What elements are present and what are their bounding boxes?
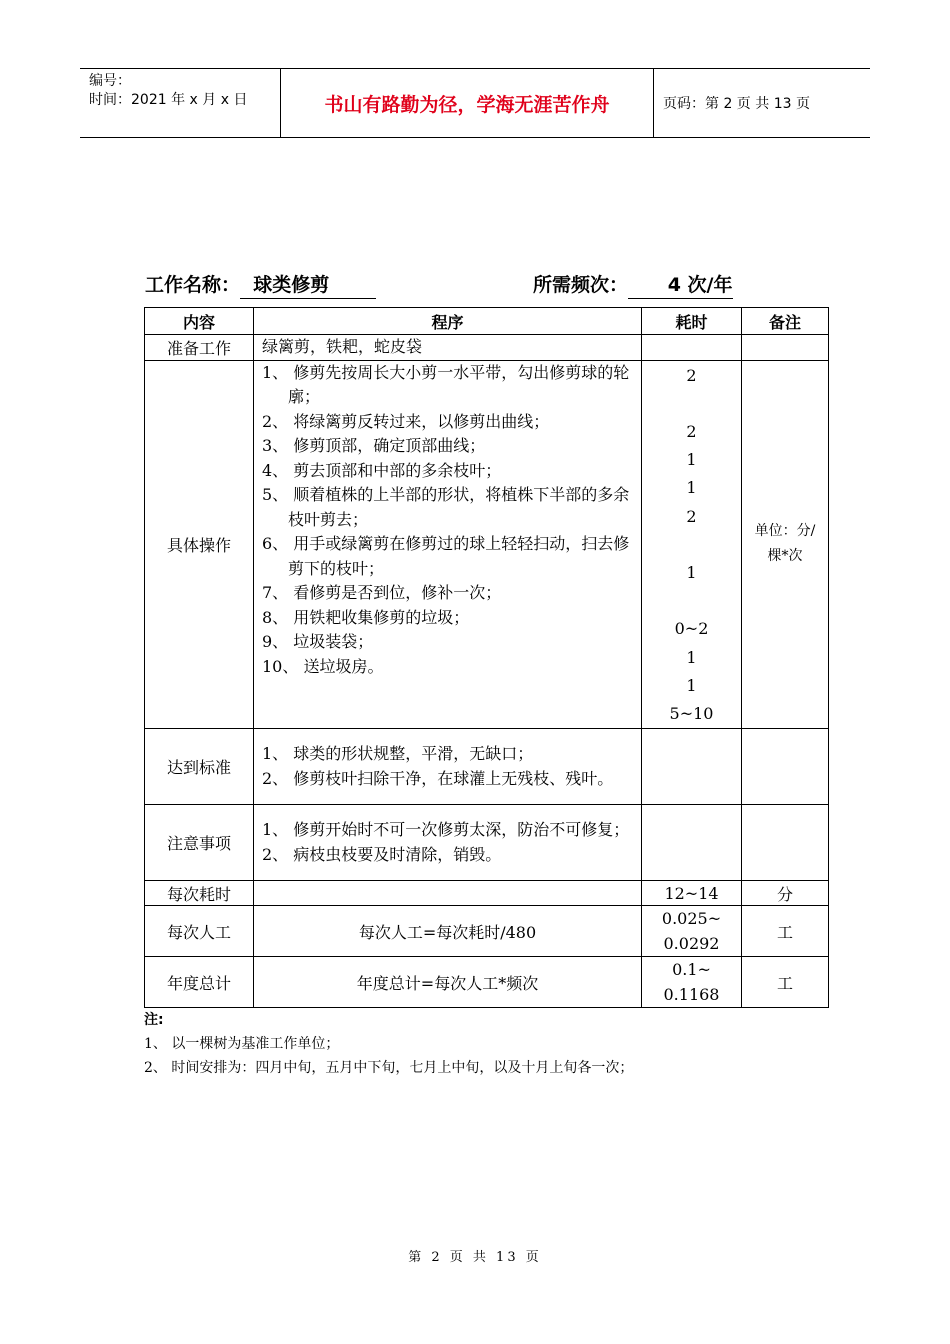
ops-step: 9、 垃圾装袋； <box>262 632 374 651</box>
table-header-row <box>145 308 829 335</box>
attention-time <box>642 805 742 881</box>
annual-label: 年度总计 <box>145 957 254 1008</box>
each-time-note: 分 <box>742 881 829 906</box>
ops-time: 2 <box>686 365 697 385</box>
ops-step: 8、 用铁耙收集修剪的垃圾； <box>262 607 470 627</box>
prep-program: 绿篱剪，铁耙，蛇皮袋 <box>254 335 642 361</box>
header-program: 程序 <box>254 308 642 335</box>
notes-heading: 注: <box>144 1012 164 1028</box>
attention-label: 注意事项 <box>145 805 254 881</box>
ops-times <box>642 360 742 729</box>
ops-time: 1 <box>686 478 697 498</box>
page-footer: 第 2 页 共 13 页 <box>408 1250 542 1265</box>
standard-label: 达到标准 <box>145 729 254 805</box>
ops-time: 2 <box>686 421 697 441</box>
ops-label: 具体操作 <box>145 360 254 729</box>
annual-program: 年度总计=每次人工*频次 <box>254 957 642 1008</box>
attention-steps <box>254 805 642 881</box>
frequency-label: 所需频次： <box>533 274 629 296</box>
annual-time-a: 0.1~ <box>672 960 711 980</box>
ops-time: 1 <box>686 450 697 470</box>
ops-step: 7、 看修剪是否到位，修补一次； <box>262 583 502 602</box>
page-header <box>80 68 870 138</box>
annual-time <box>642 957 742 1008</box>
work-table <box>144 307 829 1008</box>
table-row-each-labor <box>145 906 829 957</box>
each-labor-program: 每次人工=每次耗时/480 <box>254 906 642 957</box>
header-time: 耗时 <box>642 308 742 335</box>
table-row-prep <box>145 335 829 361</box>
prep-note <box>742 335 829 361</box>
ops-time: 0~2 <box>674 619 709 639</box>
work-name-value-wrap <box>240 270 376 299</box>
header-number-label: 编号： <box>89 73 131 89</box>
ops-note: 单位：分/棵*次 <box>742 360 829 729</box>
each-time-time: 12~14 <box>642 881 742 906</box>
standard-steps <box>254 729 642 805</box>
attention-step: 2、 病枝虫枝要及时清除，销毁。 <box>262 844 502 864</box>
each-labor-label: 每次人工 <box>145 906 254 957</box>
table-row-standard <box>145 729 829 805</box>
ops-time <box>642 587 741 615</box>
header-time-label: 时间：2021 年 x 月 x 日 <box>89 92 248 108</box>
prep-time <box>642 335 742 361</box>
each-labor-time-b: 0.0292 <box>663 934 720 954</box>
ops-time: 5~10 <box>669 703 714 723</box>
table-row-ops <box>145 360 829 729</box>
table-row-attention <box>145 805 829 881</box>
each-labor-time <box>642 906 742 957</box>
ops-step: 1、 修剪先按周长大小剪一水平带，勾出修剪球的轮廓； <box>262 362 630 406</box>
standard-step: 1、 球类的形状规整，平滑，无缺口； <box>262 744 534 764</box>
ops-step: 4、 剪去顶部和中部的多余枝叶； <box>262 460 502 480</box>
annual-time-b: 0.1168 <box>663 985 720 1005</box>
standard-note <box>742 729 829 805</box>
header-note: 备注 <box>742 308 829 335</box>
annual-note: 工 <box>742 957 829 1008</box>
ops-time <box>642 531 741 559</box>
standard-step: 2、 修剪枝叶扫除干净，在球灌上无残枝、残叶。 <box>262 768 614 788</box>
ops-steps <box>254 360 642 729</box>
prep-label: 准备工作 <box>145 335 254 361</box>
ops-step: 10、 送垃圾房。 <box>262 656 384 676</box>
each-labor-time-a: 0.025~ <box>661 909 722 929</box>
ops-time <box>642 390 741 418</box>
note-item: 1、 以一棵树为基准工作单位； <box>144 1036 340 1052</box>
ops-time: 1 <box>686 647 697 667</box>
header-page-info: 页码：第 2 页 共 13 页 <box>663 96 810 112</box>
ops-step: 5、 顺着植株的上半部的形状，将植株下半部的多余枝叶剪去； <box>262 485 630 529</box>
notes-section <box>144 1008 633 1080</box>
frequency-value: 4 次/年 <box>667 274 733 296</box>
ops-step: 3、 修剪顶部，确定顶部曲线； <box>262 436 486 455</box>
attention-step: 1、 修剪开始时不可一次修剪太深，防治不可修复； <box>262 820 630 840</box>
each-time-program <box>254 881 642 906</box>
table-row-each-time <box>145 881 829 906</box>
work-name <box>145 270 376 299</box>
work-name-label: 工作名称： <box>145 274 241 296</box>
frequency <box>533 270 733 299</box>
ops-time: 1 <box>686 562 697 582</box>
note-item: 2、 时间安排为：四月中旬，五月中下旬，七月上中旬，以及十月上旬各一次； <box>144 1060 634 1076</box>
header-content: 内容 <box>145 308 254 335</box>
standard-time <box>642 729 742 805</box>
ops-step: 6、 用手或绿篱剪在修剪过的球上轻轻扫动，扫去修剪下的枝叶； <box>262 534 630 578</box>
ops-time: 1 <box>686 675 697 695</box>
work-name-value: 球类修剪 <box>253 274 330 296</box>
ops-step: 2、 将绿篱剪反转过来，以修剪出曲线； <box>262 411 550 431</box>
frequency-value-wrap <box>628 270 732 299</box>
header-motto: 书山有路勤为径，学海无涯苦作舟 <box>281 69 654 137</box>
ops-time: 2 <box>686 506 697 526</box>
attention-note <box>742 805 829 881</box>
header-meta <box>80 69 281 137</box>
table-row-annual <box>145 957 829 1008</box>
each-time-label: 每次耗时 <box>145 881 254 906</box>
each-labor-note: 工 <box>742 906 829 957</box>
